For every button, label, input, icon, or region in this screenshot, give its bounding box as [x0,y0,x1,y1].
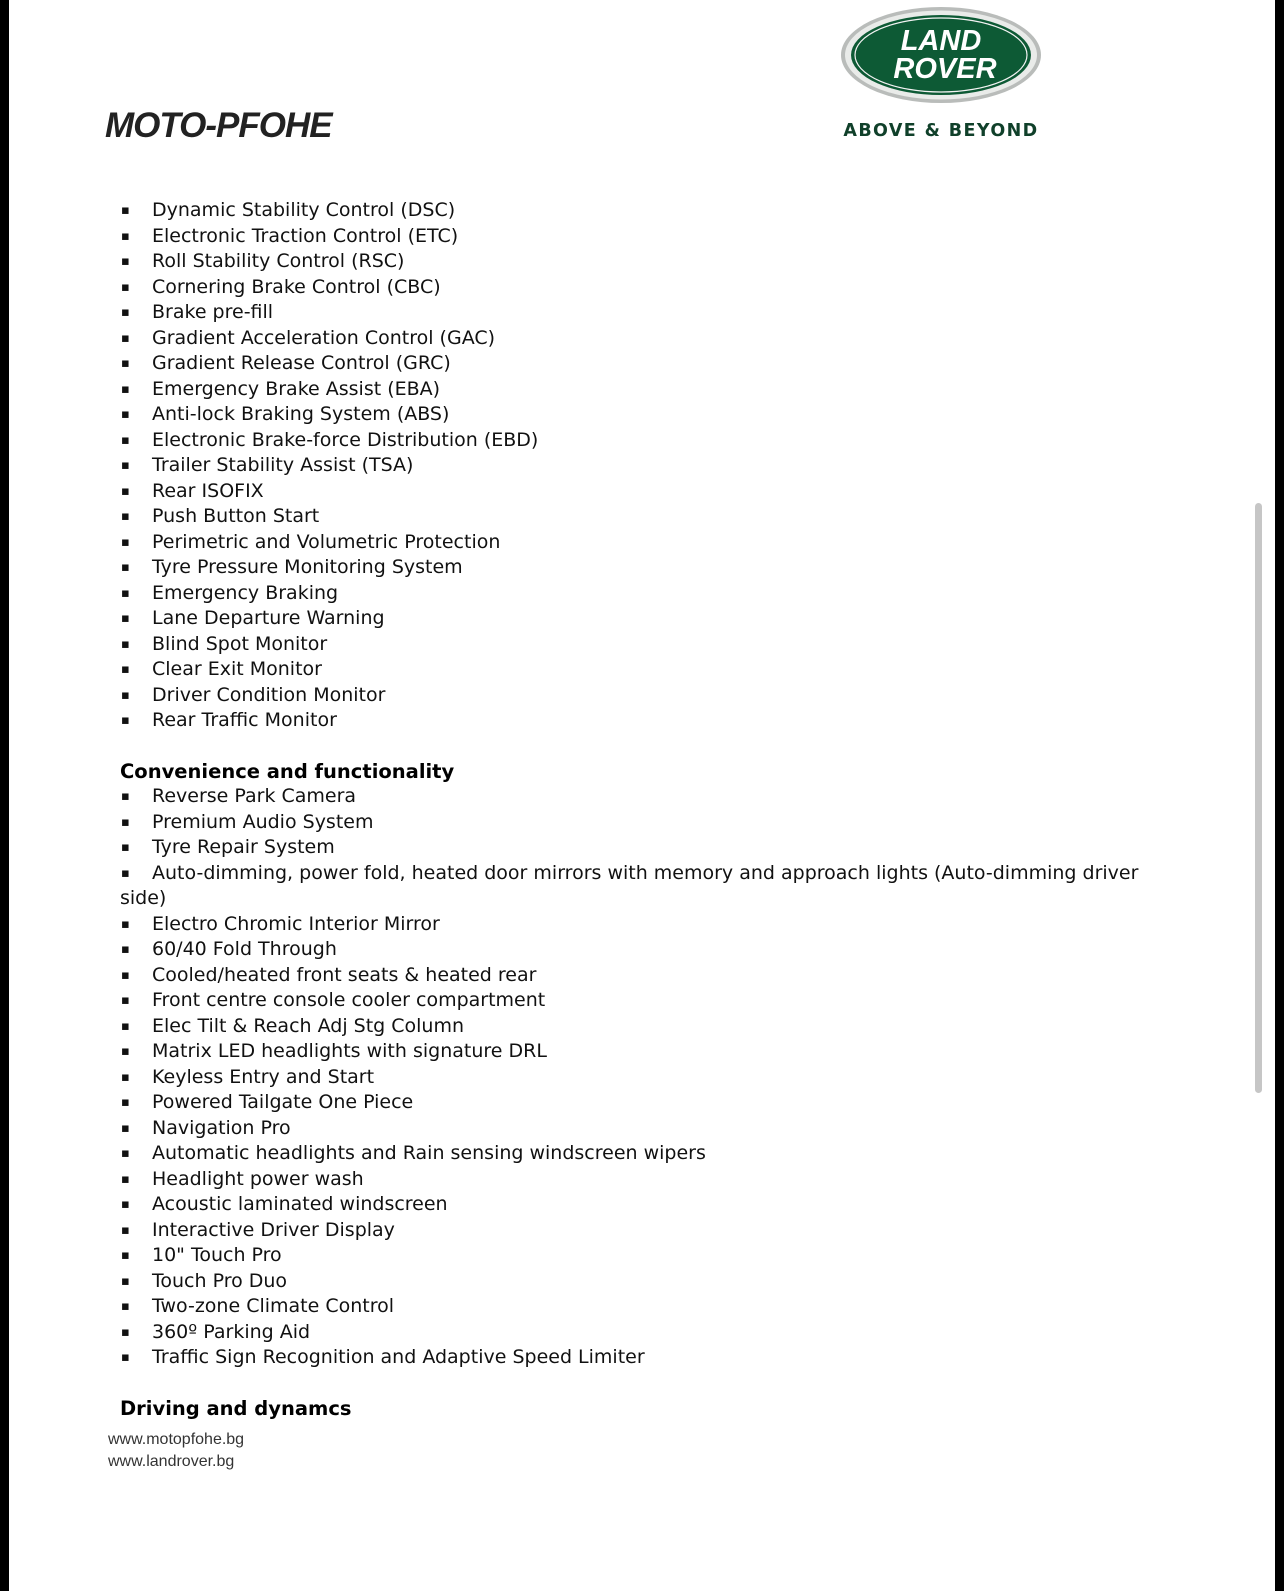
list-item [120,963,1140,989]
bullet-icon: ▪ [121,1171,130,1187]
bullet-icon: ▪ [121,687,130,703]
bullet-icon: ▪ [121,1120,130,1136]
list-item [120,530,1140,556]
badge-line1: LAND [900,25,982,57]
list-item-text: Tyre Pressure Monitoring System [152,556,463,578]
bullet-icon: ▪ [121,356,130,371]
bullet-icon: ▪ [121,560,130,575]
list-item-text: Blind Spot Monitor [152,632,328,655]
list-item-text: Front centre console cooler compartment [152,989,546,1011]
footer-link-landrover[interactable]: www.landrover.bg [108,1453,235,1470]
list-item [120,1345,1140,1371]
list-item [120,606,1140,632]
list-item-text: Touch Pro Duo [152,1269,288,1292]
bullet-icon: ▪ [121,458,130,473]
list-item [120,453,1140,479]
list-item-text: Auto-dimming, power fold, heated door mirrors with memory and approach lights (Auto-dimming driver side) [120,861,1139,909]
list-item-text: Two-zone Climate Control [152,1295,395,1317]
list-item-text: Cooled/heated front seats & heated rear [152,963,537,986]
list-item [120,581,1140,607]
list-item-text: 360º Parking Aid [152,1320,311,1343]
bullet-icon: ▪ [121,1273,130,1289]
bullet-icon: ▪ [121,305,130,320]
tagline: ABOVE & BEYOND [843,121,1039,141]
list-item-text: Acoustic laminated windscreen [152,1193,448,1215]
list-item [120,1167,1140,1193]
list-item [120,377,1140,403]
list-item-text: Rear Traffic Monitor [152,709,337,731]
bullet-icon: ▪ [121,789,130,804]
list-item [120,784,1140,810]
list-item-text: Powered Tailgate One Piece [152,1091,414,1113]
document-page [9,0,1275,1591]
footer-links [108,1429,244,1473]
bullet-icon: ▪ [121,1248,130,1263]
list-item [120,1090,1140,1116]
list-item-text: Emergency Brake Assist (EBA) [152,377,441,400]
list-item [120,300,1140,326]
driving-heading: Driving and dynamcs [120,1396,352,1420]
list-item [120,835,1140,861]
bullet-icon: ▪ [121,407,130,422]
list-item-text: Electronic Brake-force Distribution (EBD) [152,428,539,451]
list-item [120,810,1140,836]
list-item-text: Emergency Braking [152,581,339,604]
list-item [120,555,1140,581]
list-item [120,912,1140,938]
list-item-text: Dynamic Stability Control (DSC) [152,199,456,221]
list-item-text: Premium Audio System [152,810,374,833]
bullet-icon: ▪ [121,1299,130,1314]
bullet-icon: ▪ [121,1222,130,1238]
bullet-icon: ▪ [121,203,130,218]
list-item-text: Clear Exit Monitor [152,658,322,680]
list-item [120,708,1140,734]
list-item [120,198,1140,224]
list-item-text: Traffic Sign Recognition and Adaptive Speed Limiter [152,1346,645,1368]
list-item-text: Driver Condition Monitor [152,683,386,706]
bullet-icon: ▪ [121,942,130,957]
bullet-icon: ▪ [121,814,130,830]
bullet-icon: ▪ [121,636,130,652]
badge-line2: ROVER [893,53,997,85]
bullet-icon: ▪ [121,1044,130,1059]
dealer-logo: MOTO-PFOHE [105,106,332,145]
land-rover-badge-icon [839,5,1043,105]
bullet-icon: ▪ [121,254,130,269]
list-item [120,683,1140,709]
list-item [120,1320,1140,1346]
list-item-text: Gradient Acceleration Control (GAC) [152,326,496,349]
bullet-icon: ▪ [121,534,130,550]
list-item [120,224,1140,250]
list-item [120,1218,1140,1244]
bullet-icon: ▪ [121,916,130,932]
list-item [120,657,1140,683]
bullet-icon: ▪ [121,330,130,346]
list-item-text: Keyless Entry and Start [152,1065,375,1088]
bullet-icon: ▪ [121,381,130,397]
list-item-text: Electro Chromic Interior Mirror [152,912,440,935]
list-item [120,1243,1140,1269]
bullet-icon: ▪ [121,993,130,1008]
list-item [120,632,1140,658]
bullet-icon: ▪ [121,1324,130,1340]
bullet-icon: ▪ [121,483,130,499]
list-item [120,1039,1140,1065]
feature-content [120,198,1140,1421]
bullet-icon: ▪ [121,432,130,448]
list-item-text: Gradient Release Control (GRC) [152,352,451,374]
bullet-icon: ▪ [121,1018,130,1034]
bullet-icon: ▪ [121,1197,130,1212]
bullet-icon: ▪ [121,1146,130,1161]
list-item [120,1141,1140,1167]
list-item [120,988,1140,1014]
list-item-text: Matrix LED headlights with signature DRL [152,1040,547,1062]
list-item-text: Navigation Pro [152,1116,291,1139]
list-item [120,402,1140,428]
list-item-text: Lane Departure Warning [152,607,385,629]
list-item-text: Cornering Brake Control (CBC) [152,275,441,298]
list-item-text: Automatic headlights and Rain sensing windscreen wipers [152,1142,706,1164]
list-item [120,479,1140,505]
list-item [120,861,1140,912]
list-item-text: Tyre Repair System [152,836,335,858]
list-item-text: Push Button Start [152,505,320,527]
bullet-icon: ▪ [121,662,130,677]
bullet-icon: ▪ [121,279,130,295]
list-item [120,1014,1140,1040]
bullet-icon: ▪ [121,967,130,983]
list-item-text: Perimetric and Volumetric Protection [152,530,501,553]
list-item [120,1192,1140,1218]
bullet-icon: ▪ [121,611,130,626]
convenience-feature-list [120,784,1140,1371]
list-item [120,428,1140,454]
list-item-text: Rear ISOFIX [152,479,264,502]
list-item-text: 10" Touch Pro [152,1244,282,1266]
list-item [120,504,1140,530]
bullet-icon: ▪ [121,713,130,728]
list-item-text: Brake pre-fill [152,301,274,323]
list-item-text: Headlight power wash [152,1167,364,1190]
list-item-text: Electronic Traction Control (ETC) [152,224,459,247]
list-item [120,249,1140,275]
list-item [120,351,1140,377]
bullet-icon: ▪ [121,840,130,855]
list-item-text: Roll Stability Control (RSC) [152,250,405,272]
list-item [120,275,1140,301]
footer-link-motopfohe[interactable]: www.motopfohe.bg [108,1431,245,1448]
list-item [120,1294,1140,1320]
list-item [120,1065,1140,1091]
bullet-icon: ▪ [121,1095,130,1110]
list-item-text: Anti-lock Braking System (ABS) [152,403,450,425]
list-item-text: Elec Tilt & Reach Adj Stg Column [152,1014,465,1037]
scrollbar-thumb[interactable] [1255,503,1262,1093]
list-item-text: Interactive Driver Display [152,1218,395,1241]
list-item-text: Trailer Stability Assist (TSA) [152,454,414,476]
bullet-icon: ▪ [121,509,130,524]
convenience-heading: Convenience and functionality [120,759,455,783]
list-item-text: 60/40 Fold Through [152,938,337,960]
list-item [120,937,1140,963]
list-item-text: Reverse Park Camera [152,785,357,807]
bullet-icon: ▪ [121,585,130,601]
bullet-icon: ▪ [121,1069,130,1085]
list-item [120,1269,1140,1295]
bullet-icon: ▪ [121,228,130,244]
bullet-icon: ▪ [121,865,130,881]
safety-feature-list [120,198,1140,734]
list-item [120,326,1140,352]
bullet-icon: ▪ [121,1350,130,1365]
list-item [120,1116,1140,1142]
